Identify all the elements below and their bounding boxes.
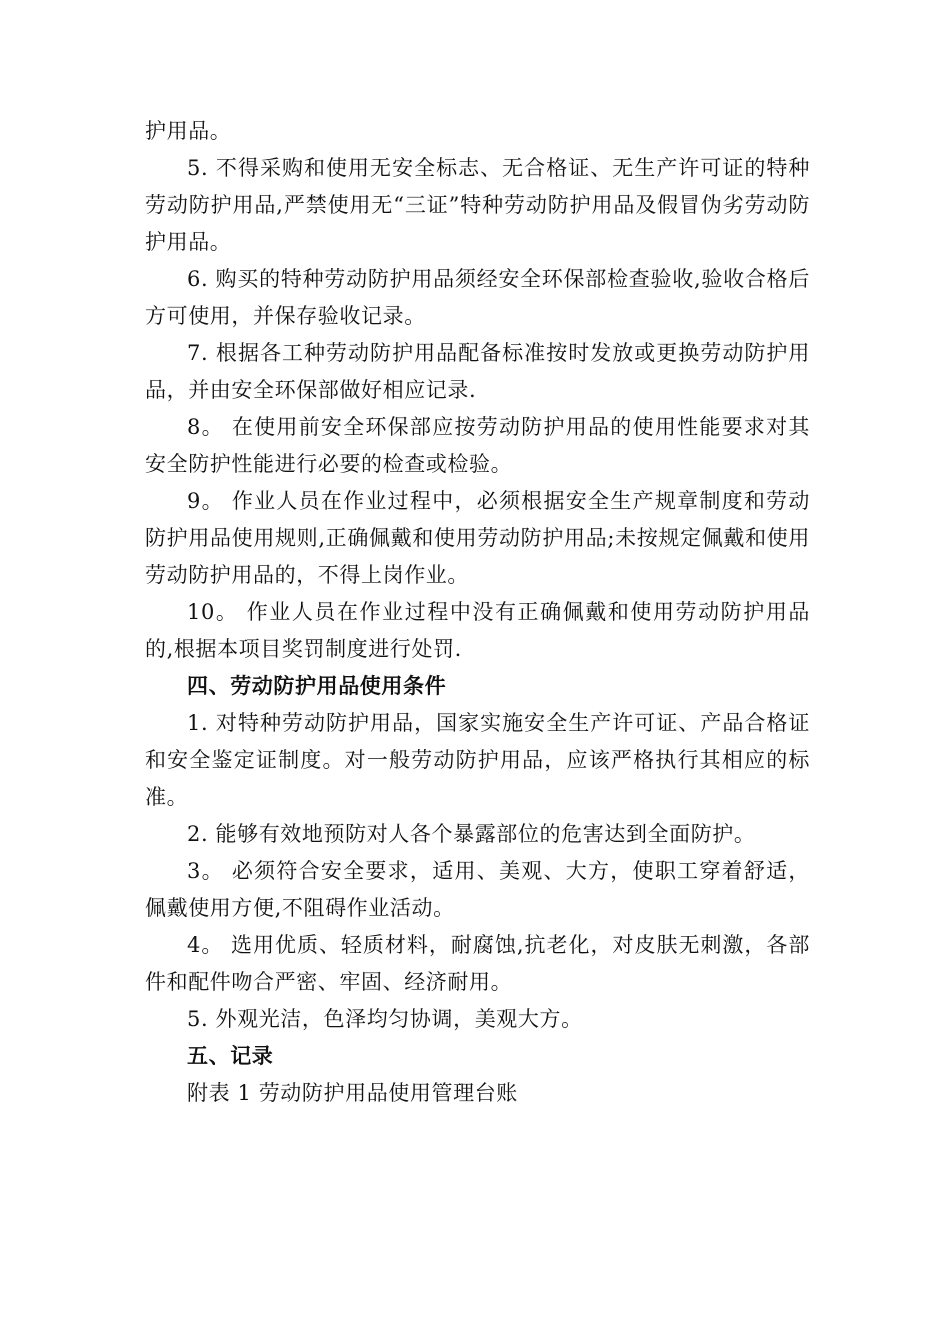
paragraph-condition-2: 2. 能够有效地预防对人各个暴露部位的危害达到全面防护。	[187, 822, 756, 846]
paragraph-continuation: 护用品。	[145, 119, 232, 143]
paragraph-item-10-penalty: 10。 作业人员在作业过程中没有正确佩戴和使用劳动防护用品的,根据本项目奖罚制度进行处罚.	[145, 600, 810, 661]
paragraph-condition-5: 5. 外观光洁，色泽均匀协调，美观大方。	[187, 1007, 583, 1031]
section-heading-records: 五、记录	[187, 1044, 274, 1068]
paragraph-condition-4: 4。 选用优质、轻质材料，耐腐蚀,抗老化，对皮肤无刺激，各部件和配件吻合严密、牢固、经济耐用。	[145, 933, 810, 994]
paragraph-item-8-checking: 8。 在使用前安全环保部应按劳动防护用品的使用性能要求对其安全防护性能进行必要的检查或检验。	[145, 415, 810, 476]
paragraph-item-7-distribution: 7. 根据各工种劳动防护用品配备标准按时发放或更换劳动防护用品，并由安全环保部做好相应记录.	[145, 341, 810, 402]
paragraph-item-5-procurement: 5. 不得采购和使用无安全标志、无合格证、无生产许可证的特种劳动防护用品,严禁使用无“三证”特种劳动防护用品及假冒伪劣劳动防护用品。	[145, 156, 810, 254]
paragraph-item-9-wearing: 9。 作业人员在作业过程中，必须根据安全生产规章制度和劳动防护用品使用规则,正确佩戴和使用劳动防护用品;未按规定佩戴和使用劳动防护用品的，不得上岗作业。	[145, 489, 810, 587]
paragraph-appendix-reference: 附表 1 劳动防护用品使用管理台账	[187, 1081, 518, 1105]
paragraph-condition-3: 3。 必须符合安全要求，适用、美观、大方，使职工穿着舒适，佩戴使用方便,不阻碍作业活动。	[145, 859, 810, 920]
section-heading-usage-conditions: 四、劳动防护用品使用条件	[187, 674, 447, 698]
paragraph-condition-1: 1. 对特种劳动防护用品，国家实施安全生产许可证、产品合格证和安全鉴定证制度。对一般劳动防护用品，应该严格执行其相应的标准。	[145, 711, 810, 809]
document-body	[145, 113, 810, 1112]
paragraph-item-6-inspection: 6. 购买的特种劳动防护用品须经安全环保部检查验收,验收合格后方可使用，并保存验收记录。	[145, 267, 810, 328]
